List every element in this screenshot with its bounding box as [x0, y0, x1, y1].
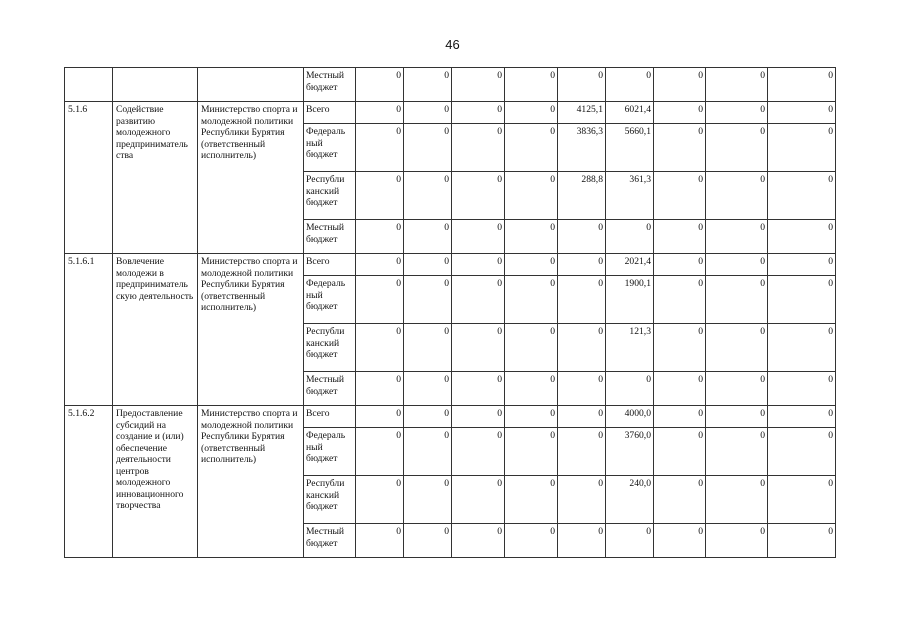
value-cell: 0: [356, 524, 404, 558]
value-cell: 0: [404, 254, 452, 276]
value-cell: 0: [505, 324, 558, 372]
value-cell: 0: [706, 476, 768, 524]
budget-source: Федераль ный бюджет: [304, 124, 356, 172]
item-name: Вовлечение молодежи в предприниматель скую деятельность: [113, 254, 198, 406]
value-cell: 0: [706, 254, 768, 276]
value-cell: 0: [654, 254, 706, 276]
value-cell: 4000,0: [606, 406, 654, 428]
value-cell: 0: [606, 524, 654, 558]
value-cell: 0: [768, 324, 836, 372]
responsible-executor: Министерство спорта и молодежной политики Республики Бурятия (ответственный исполнитель): [198, 102, 304, 254]
value-cell: 0: [505, 406, 558, 428]
value-cell: 0: [356, 172, 404, 220]
value-cell: 0: [558, 276, 606, 324]
value-cell: 0: [768, 372, 836, 406]
value-cell: 0: [452, 406, 505, 428]
value-cell: 0: [505, 372, 558, 406]
value-cell: 5660,1: [606, 124, 654, 172]
value-cell: 0: [505, 524, 558, 558]
table-row: [65, 102, 836, 124]
value-cell: 0: [452, 276, 505, 324]
value-cell: 0: [356, 124, 404, 172]
value-cell: 0: [606, 220, 654, 254]
value-cell: 0: [558, 406, 606, 428]
value-cell: 0: [356, 220, 404, 254]
value-cell: 0: [404, 172, 452, 220]
table-body: [65, 68, 836, 558]
value-cell: 0: [558, 428, 606, 476]
page-number: 46: [445, 37, 460, 52]
value-cell: 0: [654, 220, 706, 254]
value-cell: 0: [404, 476, 452, 524]
value-cell: 0: [356, 428, 404, 476]
value-cell: 2021,4: [606, 254, 654, 276]
value-cell: 0: [505, 124, 558, 172]
code-cell: [65, 68, 113, 102]
budget-source: Местный бюджет: [304, 524, 356, 558]
value-cell: 0: [505, 428, 558, 476]
value-cell: 0: [654, 476, 706, 524]
value-cell: 0: [706, 406, 768, 428]
value-cell: 0: [654, 524, 706, 558]
value-cell: 0: [558, 524, 606, 558]
budget-source: Федераль ный бюджет: [304, 276, 356, 324]
value-cell: 0: [558, 220, 606, 254]
value-cell: 0: [768, 68, 836, 102]
value-cell: 0: [706, 68, 768, 102]
value-cell: 0: [558, 372, 606, 406]
value-cell: 0: [706, 276, 768, 324]
value-cell: 0: [505, 476, 558, 524]
table-row: [65, 254, 836, 276]
value-cell: 361,3: [606, 172, 654, 220]
item-name: Предоставление субсидий на создание и (или) обеспечение деятельности центров молодежного инновационного творчества: [113, 406, 198, 558]
executor-cell: [198, 68, 304, 102]
value-cell: 121,3: [606, 324, 654, 372]
value-cell: 0: [452, 428, 505, 476]
value-cell: 0: [706, 524, 768, 558]
value-cell: 0: [505, 220, 558, 254]
value-cell: 0: [404, 324, 452, 372]
value-cell: 0: [606, 68, 654, 102]
value-cell: 4125,1: [558, 102, 606, 124]
value-cell: 0: [654, 428, 706, 476]
value-cell: 0: [356, 324, 404, 372]
value-cell: 0: [404, 220, 452, 254]
budget-source: Всего: [304, 102, 356, 124]
value-cell: 0: [706, 324, 768, 372]
name-cell: [113, 68, 198, 102]
table-row: [65, 406, 836, 428]
value-cell: 0: [404, 124, 452, 172]
value-cell: 0: [768, 276, 836, 324]
budget-source: Республи канский бюджет: [304, 172, 356, 220]
value-cell: 0: [452, 372, 505, 406]
value-cell: 0: [404, 406, 452, 428]
value-cell: 0: [654, 406, 706, 428]
value-cell: 0: [356, 102, 404, 124]
value-cell: 0: [768, 476, 836, 524]
budget-table: [64, 67, 836, 558]
value-cell: 0: [768, 428, 836, 476]
value-cell: 0: [606, 372, 654, 406]
value-cell: 0: [452, 220, 505, 254]
budget-source: Всего: [304, 254, 356, 276]
item-code: 5.1.6.2: [65, 406, 113, 558]
item-code: 5.1.6: [65, 102, 113, 254]
value-cell: 0: [706, 372, 768, 406]
budget-source: Федераль ный бюджет: [304, 428, 356, 476]
value-cell: 0: [706, 220, 768, 254]
value-cell: 0: [404, 372, 452, 406]
item-code: 5.1.6.1: [65, 254, 113, 406]
value-cell: 0: [558, 324, 606, 372]
value-cell: 0: [768, 524, 836, 558]
value-cell: 0: [356, 254, 404, 276]
value-cell: 0: [404, 102, 452, 124]
value-cell: 0: [654, 124, 706, 172]
value-cell: 3836,3: [558, 124, 606, 172]
value-cell: 0: [706, 172, 768, 220]
value-cell: 0: [404, 428, 452, 476]
value-cell: 0: [706, 124, 768, 172]
value-cell: 0: [768, 172, 836, 220]
value-cell: 0: [452, 524, 505, 558]
value-cell: 0: [768, 406, 836, 428]
value-cell: 0: [452, 102, 505, 124]
value-cell: 0: [452, 254, 505, 276]
value-cell: 0: [356, 372, 404, 406]
table-row: [65, 68, 836, 102]
value-cell: 0: [768, 220, 836, 254]
value-cell: 0: [356, 476, 404, 524]
value-cell: 0: [558, 68, 606, 102]
value-cell: 240,0: [606, 476, 654, 524]
value-cell: 0: [404, 276, 452, 324]
value-cell: 0: [452, 476, 505, 524]
value-cell: 0: [404, 524, 452, 558]
budget-source: Местный бюджет: [304, 68, 356, 102]
responsible-executor: Министерство спорта и молодежной политики Республики Бурятия (ответственный исполнитель): [198, 254, 304, 406]
value-cell: 0: [768, 102, 836, 124]
value-cell: 0: [768, 124, 836, 172]
value-cell: 0: [452, 172, 505, 220]
value-cell: 0: [505, 68, 558, 102]
value-cell: 0: [356, 68, 404, 102]
value-cell: 0: [356, 406, 404, 428]
value-cell: 288,8: [558, 172, 606, 220]
budget-source: Местный бюджет: [304, 372, 356, 406]
value-cell: 0: [654, 276, 706, 324]
value-cell: 0: [706, 428, 768, 476]
budget-source: Республи канский бюджет: [304, 324, 356, 372]
value-cell: 0: [505, 276, 558, 324]
item-name: Содействие развитию молодежного предприниматель ства: [113, 102, 198, 254]
value-cell: 0: [654, 372, 706, 406]
budget-source: Всего: [304, 406, 356, 428]
value-cell: 0: [654, 102, 706, 124]
responsible-executor: Министерство спорта и молодежной политики Республики Бурятия (ответственный исполнитель): [198, 406, 304, 558]
value-cell: 0: [706, 102, 768, 124]
value-cell: 0: [558, 476, 606, 524]
value-cell: 1900,1: [606, 276, 654, 324]
budget-source: Местный бюджет: [304, 220, 356, 254]
value-cell: 0: [505, 172, 558, 220]
value-cell: 0: [404, 68, 452, 102]
value-cell: 0: [654, 324, 706, 372]
value-cell: 0: [452, 324, 505, 372]
value-cell: 0: [505, 254, 558, 276]
value-cell: 6021,4: [606, 102, 654, 124]
value-cell: 0: [452, 68, 505, 102]
value-cell: 0: [654, 68, 706, 102]
value-cell: 0: [505, 102, 558, 124]
value-cell: 0: [452, 124, 505, 172]
value-cell: 3760,0: [606, 428, 654, 476]
budget-source: Республи канский бюджет: [304, 476, 356, 524]
value-cell: 0: [356, 276, 404, 324]
value-cell: 0: [654, 172, 706, 220]
value-cell: 0: [768, 254, 836, 276]
value-cell: 0: [558, 254, 606, 276]
